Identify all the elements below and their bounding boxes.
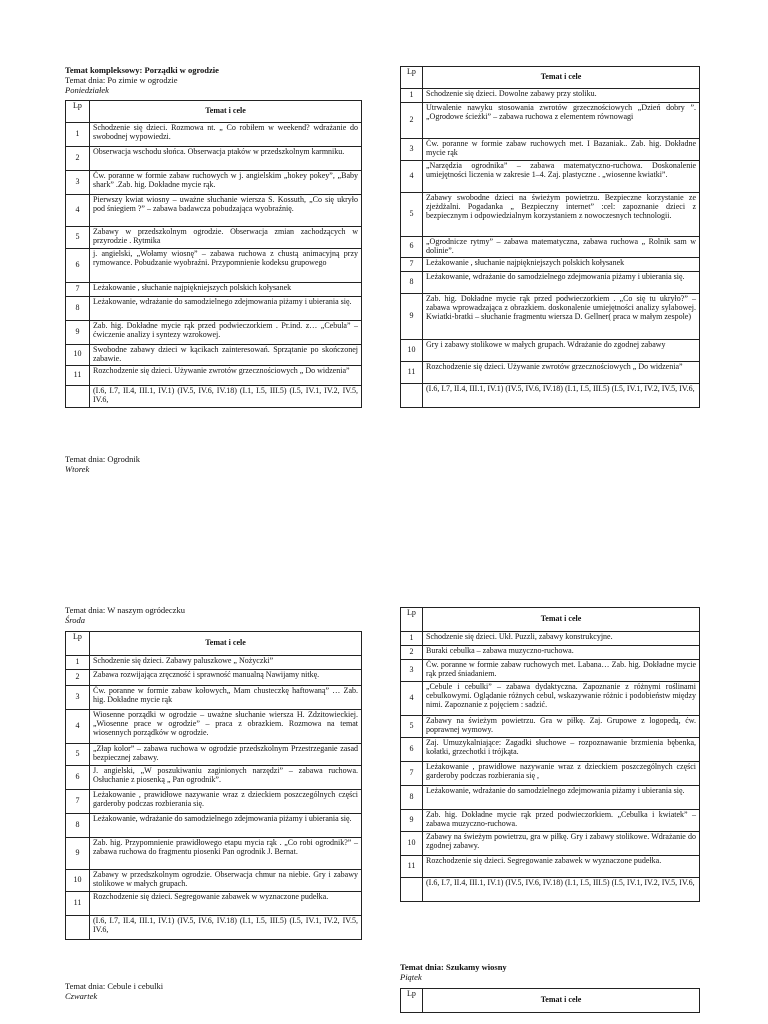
table-row [401,716,700,738]
table-row [401,339,700,361]
row-activity: „Złap kolor” – zabawa ruchowa w ogrodzie przedszkolnym Przestrzeganie zasad bezpiecznej zabawy. [90,744,362,766]
row-number: 1 [401,89,423,103]
topic-header: Temat i cele [423,67,700,89]
row-activity: Utrwalenie nawyku stosowania zwrotów grzecznościowych „Dzień dobry ”. „Ogrodowe ścieżki” – zabawa ruchowa z elementem równowagi [423,103,700,139]
row-number: 11 [66,892,90,916]
row-number: 1 [401,632,423,646]
row-activity: Schodzenie się dzieci. Dowolne zabawy przy stoliku. [423,89,700,103]
row-number: 8 [401,786,423,810]
row-activity: Obserwacja wschodu słońca. Obserwacja ptaków w przedszkolnym karmniku. [90,147,362,171]
schedule-table-friday [400,988,700,1013]
row-number: 3 [66,686,90,710]
row-number: 3 [401,139,423,161]
row-number: 10 [401,832,423,856]
row-activity: Buraki cebulka – zabawa muzyczno-ruchowa. [423,646,700,660]
row-activity: Leżakowanie, wdrażanie do samodzielnego zdejmowania piżamy i ubierania się. [423,271,700,293]
row-activity: Schodzenie się dzieci. Ukł. Puzzli, zabawy konstrukcyjne. [423,632,700,646]
day-name: Środa [65,614,85,625]
row-activity: Zaj. Umuzykalniające: Zagadki słuchowe – rozpoznawanie brzmienia bębenka, kołatki, grzechotki i trójkąta. [423,738,700,762]
row-activity: „Narzędzia ogrodnika” – zabawa matematyczno-ruchowa. Doskonalenie umiejętności liczenia w zakresie 1–4. Zaj. plastyczne . „wiosenne kwiatki”. [423,161,700,193]
day-topic: Temat dnia: Szukamy wiosny [400,962,507,972]
row-number: 1 [66,656,90,670]
row-activity: Ćw. poranne w formie zabaw ruchowych met. Labana… Zab. hig. Dokładne mycie rąk przed śniadaniem. [423,660,700,682]
table-row [401,271,700,293]
table-row [66,814,362,838]
table-row [401,383,700,407]
row-activity: (I.6, I.7, II.4, III.1, IV.1) (IV.5, IV.6, IV.18) (I.1, I.5, III.5) (I.5, IV.1, IV.2, IV.5, IV.6, [423,878,700,902]
row-number: 5 [401,193,423,237]
row-activity: J. angielski, „W poszukiwaniu zaginionych narzędzi” – zabawa ruchowa. Osłuchanie z piosenką „ Pan ogrodnik”. [90,766,362,790]
table-row [401,786,700,810]
table-row [401,139,700,161]
topic-header: Temat i cele [423,608,700,632]
topic-header: Temat i cele [423,989,700,1013]
row-activity: Zab. hig. Dokładne mycie rąk przed podwieczorkiem. „Cebulka i kwiatek” – zabawa muzyczno-ruchowa. [423,810,700,832]
table-row [401,810,700,832]
table-row [401,193,700,237]
table-row [66,670,362,686]
row-number: 4 [66,195,90,227]
table-row [66,321,362,345]
table-row [66,283,362,297]
row-number: 2 [401,103,423,139]
row-number: 7 [401,762,423,786]
row-activity: Gry i zabawy stolikowe w małych grupach. Wdrażanie do zgodnej zabawy [423,339,700,361]
table-row [401,646,700,660]
day-name: Czwartek [65,990,98,1001]
thursday-header [65,982,163,1002]
table-row [401,832,700,856]
table-row [66,345,362,366]
table-row [66,838,362,870]
lp-header: Lp [401,608,423,632]
row-number: 11 [401,856,423,878]
row-number: 8 [66,297,90,321]
row-number [401,383,423,407]
table-row [66,744,362,766]
row-number: 5 [401,716,423,738]
table-row [66,710,362,744]
row-activity: Schodzenie się dzieci. Zabawy paluszkowe „ Nożyczki” [90,656,362,670]
table-row [66,916,362,940]
day-name: Wtorek [65,463,90,474]
lp-header: Lp [66,632,90,656]
row-activity: Rozchodzenie się dzieci. Segregowanie zabawek w wyznaczone pudełka. [423,856,700,878]
table-row [66,365,362,385]
day-name: Piątek [400,971,422,982]
row-number: 10 [66,345,90,366]
table-row [66,227,362,249]
row-number: 2 [401,646,423,660]
row-activity: Swobodne zabawy dzieci w kącikach zainteresowań. Sprzątanie po skończonej zabawie. [90,345,362,366]
table-row [66,385,362,407]
table-row [401,293,700,339]
row-number: 2 [66,147,90,171]
row-number: 6 [66,249,90,283]
week-header [65,66,365,95]
table-row [66,171,362,195]
table-row [401,856,700,878]
row-activity: Zabawy swobodne dzieci na świeżym powietrzu. Bezpieczne korzystanie ze zjeżdżalni. Pogadanka „ Bezpieczny internet” :cel: zapoznanie dzieci z bezpiecznym i odpowiedzialnym korzystaniem z nowoczesnych technologii. [423,193,700,237]
row-activity: Leżakowanie, wdrażanie do samodzielnego zdejmowania piżamy i ubierania się. [423,786,700,810]
row-number: 10 [401,339,423,361]
schedule-table-monday [65,100,362,408]
row-number: 5 [66,227,90,249]
row-activity: Rozchodzenie się dzieci. Segregowanie zabawek w wyznaczone pudełka. [90,892,362,916]
row-number: 3 [66,171,90,195]
row-activity: Zabawy w przedszkolnym ogrodzie. Obserwacja zmian zachodzących w przyrodzie . Rytmika [90,227,362,249]
row-activity: „Cebule i cebulki” – zabawa dydaktyczna. Zapoznanie z różnymi roślinami cebulkowymi. Oglądanie różnych cebul, wskazywanie różnic i podobieństw między nimi. Zapoznanie z pojęciem : sadzić. [423,682,700,716]
table-row [401,878,700,902]
row-number [66,916,90,940]
row-activity: Zab. hig. Dokładne mycie rąk przed podwieczorkiem . Pr.ind. z… „Cebula” – ćwiczenie analizy i syntezy wzrokowej. [90,321,362,345]
row-activity: „Ogrodnicze rytmy” – zabawa matematyczna, zabawa ruchowa „ Rolnik sam w dolinie”. [423,237,700,258]
row-activity: Zabawa rozwijająca zręczność i sprawność manualną Nawijamy nitkę. [90,670,362,686]
wednesday-header [65,606,185,626]
lp-header: Lp [66,101,90,123]
table-row [401,660,700,682]
row-activity: Rozchodzenie się dzieci. Używanie zwrotów grzecznościowych „ Do widzenia” [90,365,362,385]
row-number: 1 [66,123,90,147]
table-row [66,656,362,670]
row-number [401,878,423,902]
row-activity: Zabawy w przedszkolnym ogrodzie. Obserwacja chmur na niebie. Gry i zabawy stolikowe w małych grupach. [90,870,362,892]
row-activity: Schodzenie się dzieci. Rozmowa nt. „ Co robiłem w weekend? wdrażanie do swobodnej wypowiedzi. [90,123,362,147]
table-row [66,249,362,283]
row-activity: Ćw. poranne w formie zabaw kołowych„ Mam chusteczkę haftowaną” … Zab. hig. Dokładne mycie rąk [90,686,362,710]
row-activity: Zabawy na świeżym powietrzu, gra w piłkę. Gry i zabawy stolikowe. Wdrażanie do zgodnej zabawy. [423,832,700,856]
row-number: 8 [401,271,423,293]
row-number: 4 [401,161,423,193]
row-number: 9 [66,321,90,345]
table-row [66,147,362,171]
row-number: 6 [401,237,423,258]
row-number: 6 [401,738,423,762]
row-number: 5 [66,744,90,766]
row-number: 11 [401,361,423,383]
day-topic: Temat dnia: Po zimie w ogrodzie [65,74,178,85]
row-activity: Zab. hig. Dokładne mycie rąk przed podwieczorkiem . „Co się tu ukryło?” – zabawa wprowadzająca z obrazkiem. doskonalenie umiejętności analizy sylabowej. Kwiatki-bratki – słuchanie fragmentu wiersza D. Gellner( praca w małym zespole) [423,293,700,339]
row-number: 7 [66,283,90,297]
table-row [401,632,700,646]
lp-header: Lp [401,67,423,89]
table-row [66,195,362,227]
row-activity: (I.6, I.7, II.4, III.1, IV.1) (IV.5, IV.6, IV.18) (I.1, I.5, III.5) (I.5, IV.1, IV.2, IV.5, IV.6, [90,916,362,940]
table-row [66,892,362,916]
row-number: 3 [401,660,423,682]
table-row [66,686,362,710]
row-number [66,385,90,407]
row-activity: Zabawy na świeżym powietrzu. Gra w piłkę. Zaj. Grupowe z logopedą, ćw. poprawnej wymowy. [423,716,700,738]
row-number: 9 [66,838,90,870]
row-activity: Ćw. poranne w formie zabaw ruchowych w j. angielskim „hokey pokey”, „Baby shark” .Zab. hig. Dokładne mycie rąk. [90,171,362,195]
day-topic: Temat dnia: Ogrodnik [65,454,140,464]
table-row [401,237,700,258]
schedule-table-thursday [400,607,700,902]
row-number: 9 [401,810,423,832]
table-row [401,762,700,786]
row-number: 10 [66,870,90,892]
complex-topic: Temat kompleksowy: Porządki w ogrodzie [65,65,219,75]
row-activity: Wiosenne porządki w ogrodzie – uważne słuchanie wiersza H. Zdzitowieckiej. „Wiosenne prace w ogrodzie” – praca z obrazkiem. Rozmowa na temat wiosennych porządków w ogrodzie. [90,710,362,744]
table-row [66,123,362,147]
row-activity: Ćw. poranne w formie zabaw ruchowych met. I Bazaniak.. Zab. hig. Dokładne mycie rąk [423,139,700,161]
table-row [401,103,700,139]
lp-header: Lp [401,989,423,1013]
row-number: 2 [66,670,90,686]
row-activity: Leżakowanie , prawidłowe nazywanie wraz z dzieckiem poszczególnych części garderoby podczas rozbierania się. [90,790,362,814]
row-activity: Leżakowanie , słuchanie najpiękniejszych polskich kołysanek [423,257,700,271]
table-row [66,297,362,321]
row-number: 7 [66,790,90,814]
table-row [66,766,362,790]
row-number: 7 [401,257,423,271]
row-activity: Leżakowanie , prawidłowe nazywanie wraz z dzieckiem poszczególnych części garderoby podczas rozbierania się , [423,762,700,786]
row-activity: Leżakowanie , słuchanie najpiękniejszych polskich kołysanek [90,283,362,297]
row-activity: (I.6, I.7, II.4, III.1, IV.1) (IV.5, IV.6, IV.18) (I.1, I.5, III.5) (I.5, IV.1, IV.2, IV.5, IV.6, [423,383,700,407]
table-row [401,361,700,383]
table-row [66,790,362,814]
day-topic: Temat dnia: Cebule i cebulki [65,981,164,991]
topic-header: Temat i cele [90,101,362,123]
row-activity: (I.6, I.7, II.4, III.1, IV.1) (IV.5, IV.6, IV.18) (I.1, I.5, III.5) (I.5, IV.1, IV.2, IV.5, IV.6, [90,385,362,407]
row-number: 6 [66,766,90,790]
table-row [401,161,700,193]
row-activity: Rozchodzenie się dzieci. Używanie zwrotów grzecznościowych „ Do widzenia” [423,361,700,383]
schedule-table-tuesday [400,66,700,408]
row-activity: Leżakowanie, wdrażanie do samodzielnego zdejmowania piżamy i ubierania się. [90,297,362,321]
table-row [401,682,700,716]
table-row [401,738,700,762]
tuesday-header [65,455,140,475]
row-number: 11 [66,365,90,385]
day-topic: Temat dnia: W naszym ogródeczku [65,605,185,615]
row-activity: Zab. hig. Przypomnienie prawidłowego etapu mycia rąk . „Co robi ogrodnik?” – zabawa ruchowa do fragmentu piosenki Pan ogrodnik J. Bernat. [90,838,362,870]
row-number: 4 [66,710,90,744]
row-activity: Leżakowanie, wdrażanie do samodzielnego zdejmowania piżamy i ubierania się. [90,814,362,838]
day-name: Poniedziałek [65,84,109,95]
friday-header [400,963,507,983]
row-activity: j. angielski, „Wołamy wiosnę” – zabawa ruchowa z chustą animacyjną przy rymowance. Pobudzanie wyobraźni. Przypomnienie kodeksu grupowego [90,249,362,283]
table-row [401,257,700,271]
table-row [66,870,362,892]
row-number: 4 [401,682,423,716]
schedule-table-wednesday [65,631,362,940]
row-activity: Pierwszy kwiat wiosny – uważne słuchanie wiersza S. Kossuth, „Co się ukryło pod śniegiem ?” – zabawa badawcza pobudzająca wyobraźnię. [90,195,362,227]
table-row [401,89,700,103]
topic-header: Temat i cele [90,632,362,656]
row-number: 9 [401,293,423,339]
row-number: 8 [66,814,90,838]
